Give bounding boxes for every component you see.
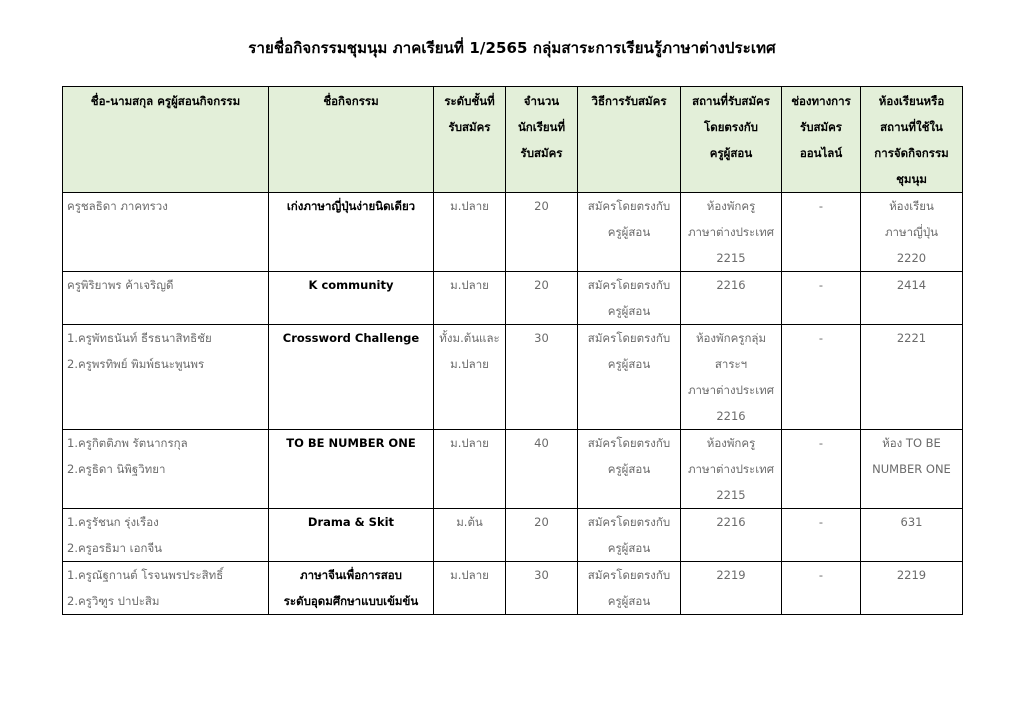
header-line: รับสมัคร	[800, 120, 842, 134]
count-cell	[506, 509, 578, 562]
table-row	[63, 430, 963, 509]
room-cell	[861, 562, 963, 615]
online-cell	[782, 430, 861, 509]
cell-line: ม.ปลาย	[450, 436, 489, 450]
header-line: ชื่อกิจกรรม	[323, 94, 379, 108]
header-line: จำนวน	[523, 94, 560, 108]
online-cell	[782, 562, 861, 615]
header-level	[434, 87, 506, 193]
activity-cell	[269, 272, 434, 325]
teacher-cell	[63, 562, 269, 615]
cell-line: ครูผู้สอน	[607, 462, 651, 476]
cell-line: ห้องพักครู	[706, 436, 756, 450]
header-line: รับสมัคร	[448, 120, 491, 134]
activity-cell	[269, 325, 434, 430]
header-line: ชุมนุม	[896, 172, 927, 186]
cell-line: ม.ปลาย	[450, 568, 489, 582]
header-teacher	[63, 87, 269, 193]
level-cell	[434, 272, 506, 325]
cell-line: 20	[534, 199, 549, 213]
cell-line: 2216	[716, 515, 746, 529]
cell-line: ห้อง TO BE	[882, 436, 941, 450]
cell-line: 1.ครูณัฐกานต์ โรจนพรประสิทธิ์	[67, 568, 224, 582]
room-cell	[861, 430, 963, 509]
level-cell	[434, 562, 506, 615]
method-cell	[578, 193, 681, 272]
place-cell	[681, 430, 782, 509]
cell-line: สมัครโดยตรงกับ	[587, 515, 671, 529]
cell-line: 2220	[896, 251, 927, 265]
cell-line: Crossword Challenge	[282, 331, 420, 345]
count-cell	[506, 272, 578, 325]
teacher-cell	[63, 430, 269, 509]
teacher-cell	[63, 272, 269, 325]
table-row	[63, 193, 963, 272]
room-cell	[861, 325, 963, 430]
place-cell	[681, 325, 782, 430]
cell-line: ระดับอุดมศึกษาแบบเข้มข้น	[283, 594, 419, 608]
method-cell	[578, 509, 681, 562]
cell-line: TO BE NUMBER ONE	[286, 436, 416, 450]
cell-line: ม.ปลาย	[450, 357, 489, 371]
cell-line: ครูชลธิดา ภาคทรวง	[67, 199, 168, 213]
place-cell	[681, 509, 782, 562]
method-cell	[578, 562, 681, 615]
cell-line: 2414	[896, 278, 927, 292]
online-cell	[782, 325, 861, 430]
header-line: ห้องเรียนหรือ	[878, 94, 945, 108]
header-line: สถานที่ใช้ใน	[880, 120, 943, 134]
room-cell	[861, 193, 963, 272]
header-activity	[269, 87, 434, 193]
cell-line: ม.ปลาย	[450, 199, 489, 213]
header-line: ชื่อ-นามสกุล ครูผู้สอนกิจกรรม	[90, 94, 241, 108]
header-line: สถานที่รับสมัคร	[692, 94, 770, 108]
table-row	[63, 325, 963, 430]
teacher-cell	[63, 325, 269, 430]
level-cell	[434, 509, 506, 562]
cell-line: ครูพิริยาพร ค้าเจริญดี	[67, 278, 174, 292]
cell-line: ห้องเรียน	[889, 199, 934, 213]
club-activities-table	[62, 86, 963, 615]
cell-line: -	[818, 278, 824, 292]
cell-line: 20	[534, 278, 549, 292]
cell-line: -	[818, 515, 824, 529]
header-online	[782, 87, 861, 193]
level-cell	[434, 430, 506, 509]
cell-line: -	[818, 568, 824, 582]
cell-line: 2219	[716, 568, 746, 582]
cell-line: 30	[534, 331, 549, 345]
header-line: ครูผู้สอน	[709, 146, 753, 160]
online-cell	[782, 509, 861, 562]
cell-line: -	[818, 331, 824, 345]
cell-line: Drama & Skit	[307, 515, 395, 529]
cell-line: 40	[534, 436, 549, 450]
cell-line: 2.ครูอรธิมา เอกจีน	[67, 541, 163, 555]
level-cell	[434, 325, 506, 430]
cell-line: -	[818, 436, 824, 450]
header-line: รับสมัคร	[520, 146, 563, 160]
cell-line: ภาษาต่างประเทศ	[687, 462, 775, 476]
table-header-row	[63, 87, 963, 193]
cell-line: ครูผู้สอน	[607, 541, 651, 555]
cell-line: ทั้งม.ต้นและ	[439, 331, 500, 345]
cell-line: ภาษาต่างประเทศ	[687, 225, 775, 239]
level-cell	[434, 193, 506, 272]
activity-cell	[269, 509, 434, 562]
header-line: วิธีการรับสมัคร	[591, 94, 667, 108]
table-row	[63, 272, 963, 325]
cell-line: ครูผู้สอน	[607, 225, 651, 239]
place-cell	[681, 562, 782, 615]
cell-line: สมัครโดยตรงกับ	[587, 199, 671, 213]
cell-line: 2216	[716, 278, 746, 292]
count-cell	[506, 562, 578, 615]
header-line: ออนไลน์	[799, 146, 843, 160]
cell-line: ครูผู้สอน	[607, 357, 651, 371]
cell-line: ครูผู้สอน	[607, 594, 651, 608]
teacher-cell	[63, 509, 269, 562]
cell-line: 20	[534, 515, 549, 529]
header-line: นักเรียนที่	[517, 120, 566, 134]
table-row	[63, 509, 963, 562]
online-cell	[782, 193, 861, 272]
cell-line: 2.ครูวิฑูร ปาปะสิม	[67, 594, 160, 608]
cell-line: ภาษาญี่ปุ่น	[884, 225, 939, 239]
header-line: โดยตรงกับ	[704, 120, 758, 134]
cell-line: 1.ครูรัชนก รุ่งเรือง	[67, 515, 159, 529]
cell-line: สมัครโดยตรงกับ	[587, 568, 671, 582]
cell-line: 2.ครูธิดา นิพิฐวิทยา	[67, 462, 166, 476]
cell-line: ม.ต้น	[456, 515, 483, 529]
header-line: ระดับชั้นที่	[444, 94, 495, 108]
count-cell	[506, 325, 578, 430]
cell-line: ภาษาต่างประเทศ	[687, 383, 775, 397]
count-cell	[506, 193, 578, 272]
cell-line: ครูผู้สอน	[607, 304, 651, 318]
activity-cell	[269, 430, 434, 509]
header-room	[861, 87, 963, 193]
cell-line: สาระฯ	[714, 357, 748, 371]
table-row	[63, 562, 963, 615]
method-cell	[578, 325, 681, 430]
cell-line: ห้องพักครูกลุ่ม	[695, 331, 767, 345]
cell-line: ห้องพักครู	[706, 199, 756, 213]
place-cell	[681, 272, 782, 325]
activity-cell	[269, 193, 434, 272]
cell-line: เก่งภาษาญี่ปุ่นง่ายนิดเดียว	[286, 199, 416, 213]
header-line: การจัดกิจกรรม	[874, 146, 949, 160]
cell-line: NUMBER ONE	[872, 462, 951, 476]
count-cell	[506, 430, 578, 509]
cell-line: 631	[900, 515, 923, 529]
room-cell	[861, 272, 963, 325]
cell-line: ภาษาจีนเพื่อการสอบ	[300, 568, 402, 582]
method-cell	[578, 430, 681, 509]
cell-line: -	[818, 199, 824, 213]
cell-line: สมัครโดยตรงกับ	[587, 331, 671, 345]
cell-line: ม.ปลาย	[450, 278, 489, 292]
cell-line: 30	[534, 568, 549, 582]
header-line: ช่องทางการ	[791, 94, 851, 108]
header-place	[681, 87, 782, 193]
cell-line: 2221	[896, 331, 927, 345]
place-cell	[681, 193, 782, 272]
room-cell	[861, 509, 963, 562]
cell-line: K community	[308, 278, 394, 292]
cell-line: 2215	[716, 251, 746, 265]
cell-line: 2219	[896, 568, 927, 582]
cell-line: 1.ครูพัทธนันท์ ธีรธนาสิทธิชัย	[67, 331, 212, 345]
activity-cell	[269, 562, 434, 615]
cell-line: 2.ครูพรทิพย์ พิมพ์ธนะพูนพร	[67, 357, 205, 371]
header-method	[578, 87, 681, 193]
cell-line: 2215	[716, 488, 746, 502]
page-title: รายชื่อกิจกรรมชุมนุม ภาคเรียนที่ 1/2565 กลุ่มสาระการเรียนรู้ภาษาต่างประเทศ	[248, 39, 776, 57]
method-cell	[578, 272, 681, 325]
cell-line: สมัครโดยตรงกับ	[587, 278, 671, 292]
cell-line: 2216	[716, 409, 746, 423]
online-cell	[782, 272, 861, 325]
cell-line: 1.ครูกิตติภพ รัตนากรกุล	[67, 436, 188, 450]
cell-line: สมัครโดยตรงกับ	[587, 436, 671, 450]
header-count	[506, 87, 578, 193]
teacher-cell	[63, 193, 269, 272]
